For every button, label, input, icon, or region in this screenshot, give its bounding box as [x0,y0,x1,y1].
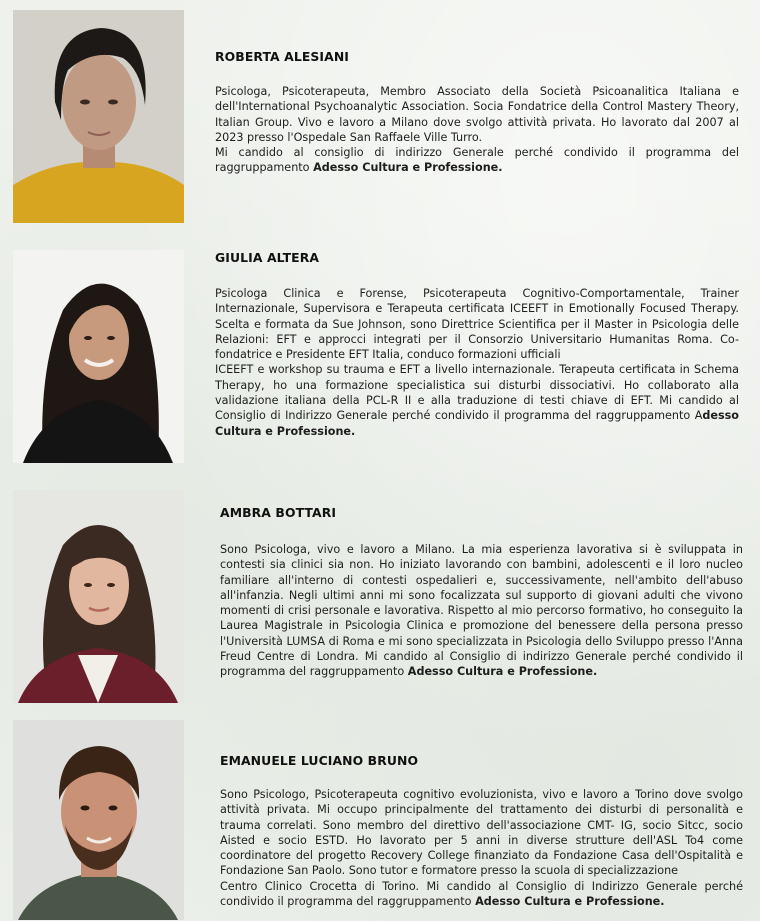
bio-paragraph: Psicologa, Psicoterapeuta, Membro Associato della Società Psicoanalitica Italiana e dell'International Psychoanalytic Association. Socia Fondatrice della Control Mastery Theory, Italian Group. Vivo e lavoro a Milano dove svolgo attività privata. Ho lavorato dal 2007 al 2023 presso l'Ospedale San Raffaele Ville Turro. [215,85,739,144]
candidate-card [0,715,760,921]
candidate-name: AMBRA BOTTARI [220,505,337,520]
bio-paragraph: Psicologa Clinica e Forense, Psicoterapeuta Cognitivo-Comportamentale, Trainer Internazionale, Supervisora e Terapeuta certificata ICEEFT in Emotionally Focused Therapy. Scelta e formata da Sue Johnson, sono Direttrice Scientifica per il Master in Psicologia delle Relazioni: EFT e approcci integrati per il Consorzio Universitario Humanitas Roma. Co-fondatrice e Presidente EFT Italia, conduco formazioni ufficiali [215,287,739,362]
portrait-image [13,250,184,463]
bio-paragraph: ICEEFT e workshop su trauma e EFT a livello internazionale. Terapeuta certificata in Schema Therapy, ho una formazione specialistica sui disturbi dissociativi. Ho collaborato alla validazione italiana della PCL-R II e alla traduzione di testi chiave di EFT. Mi candido al Consiglio di Indirizzo Generale perché condivido il programma del raggruppamento Adesso Cultura e Professione. [215,363,739,438]
bio-paragraph: Sono Psicologo, Psicoterapeuta cognitivo evoluzionista, vivo e lavoro a Torino dove svolgo attività privata. Mi occupo principalmente del trattamento dei disturbi di personalità e trauma correlati. Sono membro del direttivo dell'associazione CMT- IG, socio Sitcc, socio Aisted e socio ESTD. Ho lavorato per 5 anni in diverse strutture dell'ASL To4 come coordinatore del progetto Recovery College finanziato da Fondazione Casa dell'Ospitalità e Fondazione San Paolo. Sono tutor e formatore presso la scuola di specializzazione [220,788,743,878]
group-name: Adesso Cultura e Professione. [313,161,503,175]
portrait-image [13,10,184,223]
group-name: Adesso Cultura e Professione. [407,665,598,679]
candidate-photo [13,10,184,223]
candidate-bio [215,286,739,439]
candidate-name: ROBERTA ALESIANI [215,49,350,64]
candidate-name: EMANUELE LUCIANO BRUNO [220,753,419,768]
bio-paragraph: Mi candido al consiglio di indirizzo Generale perché condivido il programma del raggruppamento Adesso Cultura e Professione. [215,146,739,175]
portrait-image [13,490,184,703]
group-name: Adesso Cultura e Professione. [475,895,665,909]
bio-paragraph: Centro Clinico Crocetta di Torino. Mi candido al Consiglio di Indirizzo Generale perché condivido il programma del raggruppamento Adesso Cultura e Professione. [220,879,743,909]
candidate-bio [220,542,743,680]
candidate-photo [13,490,184,703]
candidate-card [0,0,760,230]
candidate-photo [13,250,184,463]
candidate-name: GIULIA ALTERA [215,250,320,265]
candidate-photo [13,720,184,920]
portrait-image [13,720,184,920]
group-name: desso Cultura e Professione. [215,409,739,438]
bio-paragraph: Sono Psicologa, vivo e lavoro a Milano. La mia esperienza lavorativa si è sviluppata in contesti sia clinici sia non. Ho iniziato lavorando con bambini, adolescenti e il loro nucleo familiare all'interno di contesti ospedalieri e, successivamente, nell'ambito dell'abuso all'infanzia. Negli ultimi anni mi sono focalizzata sul supporto di giovani adulti che vivono momenti di crisi personale e lavorativa. Rispetto al mio percorso formativo, ho conseguito la Laurea Magistrale in Psicologia Clinica e promozione del benessere della persona presso l'Università LUMSA di Roma e mi sono specializzata in Psicologia dello Sviluppo presso l'Anna Freud Centre di Londra. Mi candido al Consiglio di indirizzo Generale perché condivido il programma del raggruppamento Adesso Cultura e Professione. [220,543,743,679]
candidate-bio [215,84,739,176]
candidate-card [0,480,760,715]
candidate-card [0,240,760,475]
candidate-bio [220,787,743,909]
